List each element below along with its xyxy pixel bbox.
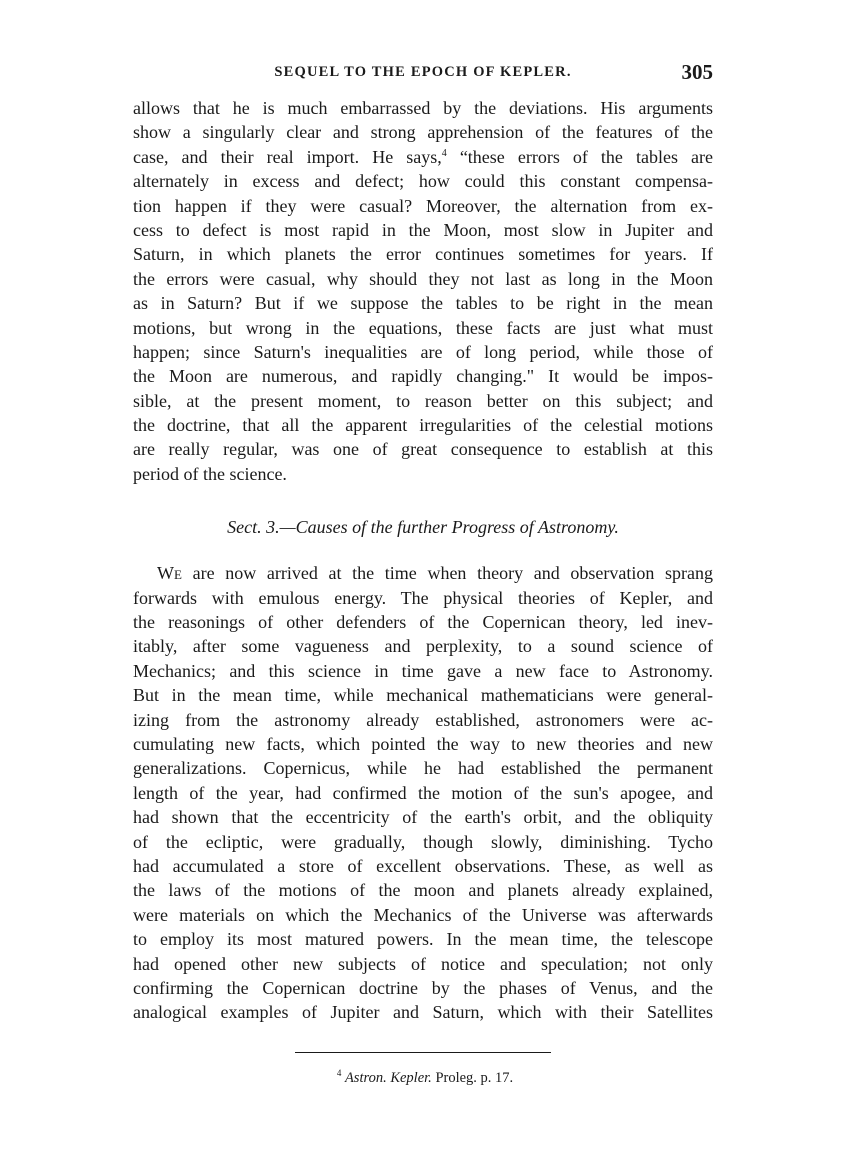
- text-line: itably, after some vagueness and perplexity, to a sound science of: [133, 636, 713, 657]
- text-line: period of the science.: [133, 463, 287, 484]
- text-line: show a singularly clear and strong apprehension of the features of the: [133, 122, 713, 143]
- page-number: 305: [681, 60, 713, 84]
- text-line: the doctrine, that all the apparent irregularities of the celestial motions: [133, 415, 713, 436]
- text-line: had opened other new subjects of notice and speculation; not only: [133, 953, 713, 974]
- text-line: analogical examples of Jupiter and Saturn, which with their Satellites: [133, 1002, 713, 1023]
- text-line: [133, 145, 713, 169]
- text-line: [133, 561, 713, 585]
- text-line-end: “these errors of the tables are: [459, 146, 713, 167]
- text-line: confirming the Copernican doctrine by the phases of Venus, and the: [133, 977, 713, 998]
- text-line: had accumulated a store of excellent observations. These, as well as: [133, 855, 713, 876]
- text-line: forwards with emulous energy. The physical theories of Kepler, and: [133, 587, 713, 608]
- first-word: We: [157, 563, 182, 584]
- text-line: the laws of the motions of the moon and planets already explained,: [133, 880, 713, 901]
- text-line: motions, but wrong in the equations, these facts are just what must: [133, 317, 713, 338]
- text-line: had shown that the eccentricity of the earth's orbit, and the obliquity: [133, 807, 713, 828]
- text-line: to employ its most matured powers. In the mean time, the telescope: [133, 929, 713, 950]
- footnote-ref: Proleg. p. 17.: [435, 1069, 514, 1086]
- text-line: izing from the astronomy already established, astronomers were ac-: [133, 709, 713, 730]
- text-line: But in the mean time, while mechanical mathematicians were general-: [133, 685, 713, 706]
- text-line-rest: are now arrived at the time when theory and observation sprang: [181, 563, 713, 584]
- footnote-divider: [295, 1052, 551, 1053]
- section-number: Sect. 3.: [227, 517, 280, 538]
- footnote-mark: 4: [336, 1068, 342, 1078]
- text-line: Saturn, in which planets the error continues sometimes for years. If: [133, 244, 713, 265]
- running-head: [133, 60, 713, 90]
- text-line: the errors were casual, why should they not last as long in the Moon: [133, 268, 713, 289]
- text-line: tion happen if they were casual? Moreover, the alternation from ex-: [133, 195, 713, 216]
- text-line: cess to defect is most rapid in the Moon, most slow in Jupiter and: [133, 219, 713, 240]
- text-line: allows that he is much embarrassed by the deviations. His arguments: [133, 98, 713, 118]
- text-line: alternately in excess and defect; how could this constant compensa-: [133, 171, 713, 192]
- text-line: as in Saturn? But if we suppose the tables to be right in the mean: [133, 293, 713, 314]
- footnote-reference: 4: [441, 147, 447, 159]
- book-page: [133, 60, 713, 1025]
- text-line: are really regular, was one of great consequence to establish at this: [133, 439, 713, 460]
- text-line: the reasonings of other defenders of the Copernican theory, led inev-: [133, 612, 713, 633]
- text-line-start: case, and their real import. He says,: [133, 146, 442, 167]
- text-line: were materials on which the Mechanics of the Universe was afterwards: [133, 904, 713, 925]
- text-line: generalizations. Copernicus, while he had established the permanent: [133, 758, 713, 779]
- footnote-title: Astron. Kepler.: [344, 1069, 432, 1086]
- footnote: [0, 1068, 850, 1087]
- running-title: SEQUEL TO THE EPOCH OF KEPLER.: [274, 64, 572, 80]
- text-line: cumulating new facts, which pointed the way to new theories and new: [133, 733, 713, 754]
- text-line: length of the year, had confirmed the motion of the sun's apogee, and: [133, 782, 713, 803]
- paragraph-2: [133, 561, 713, 1024]
- text-line: Mechanics; and this science in time gave a new face to Astronomy.: [133, 660, 713, 681]
- text-line: sible, at the present moment, to reason better on this subject; and: [133, 390, 713, 411]
- text-line: happen; since Saturn's inequalities are of long period, while those of: [133, 341, 713, 362]
- paragraph-1: [133, 96, 713, 486]
- section-heading: [133, 517, 713, 538]
- text-line: of the ecliptic, were gradually, though slowly, diminishing. Tycho: [133, 831, 713, 852]
- section-title: —Causes of the further Progress of Astronomy.: [279, 517, 619, 538]
- text-line: the Moon are numerous, and rapidly changing." It would be impos-: [133, 366, 713, 387]
